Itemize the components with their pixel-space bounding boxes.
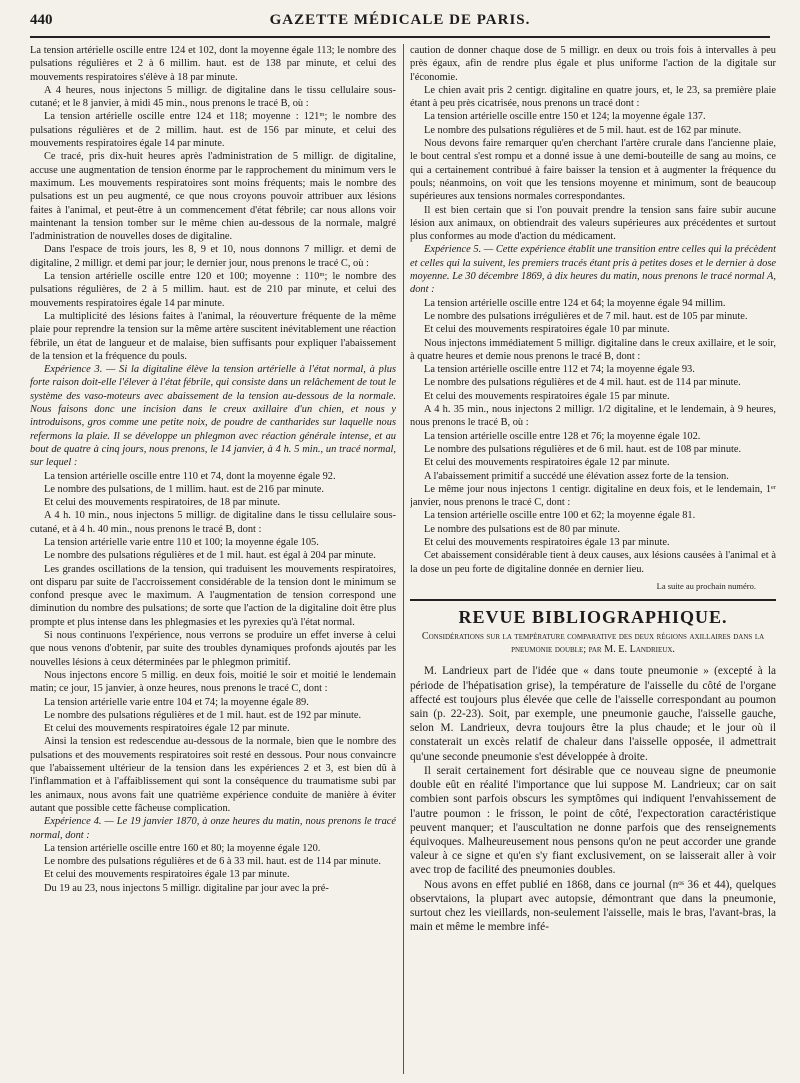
paragraph: La tension artérielle oscille entre 124 et 118; moyenne : 121ᵐ; le nombre des pulsations régulières et de 2 millim. haut. est de 156 par minute, et celui des mouvements respiratoires égale 14 par minute. — [30, 111, 396, 150]
paragraph: Le nombre des pulsations régulières et de 4 mil. haut. est de 114 par minute. — [424, 377, 741, 389]
paragraph: La tension artérielle oscille entre 112 et 74; la moyenne égale 93. — [424, 364, 695, 376]
review-paragraph: Nous avons en effet publié en 1868, dans ce journal (nᵒˢ 36 et 44), quelques observtaions, la plupart avec autopsie, démontrant que dans la pneumonie, surtout chez les vieillards, non-seulement l'aisselle, mais le bras, l'avant-bras, la main et même le membre infé- — [410, 878, 776, 934]
experiment-paragraph: Expérience 3. — Si la digitaline élève la tension artérielle à l'état normal, à plus forte raison doit-elle l'élever à l'état fébrile, qui consiste dans un relâchement de tout le système des vaso-moteurs avec abaissement de la tension au-dessous de la normale. Nous faisons donc une incision dans le creux axillaire d'un chien, et nous y introduisons, gros comme une petite noix, de poudre de cantharides sur laquelle nous refermons la plaie. Il se développe un phlegmon avec réaction générale intense, et au bout de quatre à cinq jours, nous prenons, le 14 janvier, à 4 h. 5 min., un tracé normal, sur lequel : — [30, 364, 396, 469]
paragraph: Ainsi la tension est redescendue au-dessous de la normale, bien que le nombre des pulsations et des mouvements respiratoires soit resté en dessous. Pour nous convaincre que l'abaissement ultérieur de la tension dans les expériences 2 et 3, est bien dû à l'inflammation et à l'affaiblissement qui sont la conséquence du traumatisme subi par les animaux, nous avons fait une quatrième expérience conduite de manière à éviter autant que possible cette fâcheuse complication. — [30, 736, 396, 814]
paragraph: La tension artérielle oscille entre 160 et 80; la moyenne égale 120. — [44, 842, 321, 854]
paragraph: La tension artérielle oscille entre 100 et 62; la moyenne égale 81. — [424, 510, 696, 522]
paragraph: Dans l'espace de trois jours, les 8, 9 et 10, nous donnons 7 milligr. et demi de digitaline, 2 milligr. et demi par jour; le dernier jour, nous prenons le tracé C, où : — [30, 244, 396, 269]
paragraph: caution de donner chaque dose de 5 milligr. en deux ou trois fois à intervalles à peu près égaux, afin de rendre plus égale et plus uniforme l'action de la digitale sur l'économie. — [410, 45, 776, 83]
paragraph: Nous injectons immédiatement 5 milligr. digitaline dans le creux axillaire, et le soir, à quatre heures et demie nous prenons le tracé B, dont : — [410, 337, 776, 362]
paragraph: A 4 h. 10 min., nous injectons 5 milligr. de digitaline dans le tissu cellulaire sous-cutané, et à 4 h. 40 min., nous prenons le tracé B, dont : — [30, 510, 396, 535]
paragraph: Les grandes oscillations de la tension, qui traduisent les mouvements respiratoires, ont disparu par suite de l'accroissement considérable de la tension dont le minimum se confond presque avec le maximum. A l'augmentation de tension correspond une diminution du nombre des pulsations; de sorte que l'action de la digitaline doit être plus prompte et plus intense dans les phlegmasies et les pyrexies qu'à l'état normal. — [30, 563, 396, 628]
section-title: REVUE BIBLIOGRAPHIQUE. — [458, 607, 728, 628]
paragraph: Le chien avait pris 2 centigr. digitaline en quatre jours, et, le 23, sa première plaie étant à peu près cicatrisée, nous prenons un tracé dont : — [410, 84, 776, 110]
paragraph: Le nombre des pulsations, de 1 millim. haut. est de 216 par minute. — [44, 483, 324, 495]
paragraph: Et celui des mouvements respiratoires, de 18 par minute. — [44, 497, 281, 509]
left-column — [30, 44, 396, 1074]
paragraph: Nous devons faire remarquer qu'en cherchant l'artère crurale dans l'ancienne plaie, le bout central s'est rompu et a donné issue à une demi-bouteille de sang au moins, ce qui a certainement contribué à faire baisser la tension et à augmenter la fréquence du pouls; néanmoins, on voit que les tensions moyenne et minimum, sont de beaucoup supérieures aux tensions normales correspondantes. — [410, 138, 776, 203]
paragraph: La tension artérielle varie entre 104 et 74; la moyenne égale 89. — [44, 696, 309, 708]
experiment-paragraph: Expérience 4. — Le 19 janvier 1870, à onze heures du matin, nous prenons le tracé normal, dont : — [30, 816, 396, 841]
paragraph: Et celui des mouvements respiratoires égale 15 par minute. — [424, 390, 670, 402]
paragraph: A 4 h. 35 min., nous injectons 2 milligr. 1/2 digitaline, et le lendemain, à 9 heures, nous prenons le tracé B, où : — [410, 404, 776, 429]
running-title: GAZETTE MÉDICALE DE PARIS. — [269, 12, 531, 28]
paragraph: La tension artérielle oscille entre 110 et 74, dont la moyenne égale 92. — [44, 470, 336, 482]
paragraph: La tension artérielle varie entre 110 et 100; la moyenne égale 105. — [44, 536, 319, 548]
paragraph: A 4 heures, nous injectons 5 milligr. de digitaline dans le tissu cellulaire sous-cutané; et le 8 janvier, à midi 45 min., nous prenons le tracé B, où : — [30, 84, 396, 110]
paragraph: Le même jour nous injectons 1 centigr. digitaline en deux fois, et le lendemain, 1ᵉʳ janvier, nous prenons le tracé C, dont : — [410, 483, 776, 509]
paragraph: Le nombre des pulsations régulières et de 5 mil. haut. est de 162 par minute. — [424, 124, 742, 136]
right-column — [410, 44, 776, 1074]
review-paragraph: Il serait certainement fort désirable que ce nouveau signe de pneumonie double eût en réalité l'importance que lui suppose M. Landrieux; car on sait combien sont parfois obscurs les symptômes qui indiquent l'envahissement de l'autre poumon : le frisson, le point de côté, l'expectoration caractéristique peuvent manquer; et l'auscultation ne donne parfois que des renseignements équivoques. Malheureusement nous pensons qu'on ne peut accorder une grande valeur à ce signe et qu'en s'y fiant exclusivement, on se laisserait aller à voir avec trop de facilité des pneumonies doubles. — [410, 764, 776, 877]
paragraph: Le nombre des pulsations régulières et de 6 à 33 mil. haut. est de 114 par minute. — [44, 856, 381, 868]
column-divider — [403, 44, 404, 1074]
paragraph: Le nombre des pulsations irrégulières et de 7 mil. haut. est de 105 par minute. — [424, 310, 748, 322]
paragraph: Et celui des mouvements respiratoires égale 12 par minute. — [424, 457, 670, 469]
paragraph: Cet abaissement considérable tient à deux causes, aux lésions causées à l'animal et à la dose un peu forte de digitaline donnée en dernier lieu. — [410, 550, 776, 575]
paragraph: La tension artérielle oscille entre 120 et 100; moyenne : 110ᵐ; le nombre des pulsations régulières, de 2 à 5 millim. haut. est de 210 par minute, et celui des mouvements respiratoires égale 14 par minute. — [30, 271, 396, 309]
paragraph: Et celui des mouvements respiratoires égale 10 par minute. — [424, 324, 670, 336]
experiment-paragraph: Expérience 5. — Cette expérience établit une transition entre celles qui la précèdent et celles qui la suivent, les premiers tracés étant pris à petites doses et le dernier à dose moyenne. Le 30 décembre 1869, à dix heures du matin, nous prenons le tracé normal A, dont : — [410, 244, 776, 296]
paragraph: La tension artérielle oscille entre 150 et 124; la moyenne égale 137. — [424, 111, 706, 123]
paragraph: Ce tracé, pris dix-huit heures après l'administration de 5 milligr. de digitaline, accuse une augmentation de tension énorme par le rapprochement du minimum vers le maximum. Les mouvements respiratoires sont moins fréquents; mais le nombre des pulsations est un peu augmenté, ce que nous croyons pouvoir attribuer aux lésions faites à l'animal, et peut-être à un commencement d'état fébrile; car nous allons voir maintenant la tension tomber sur le même chien au-dessous de la normale, malgré l'administration de nouvelles doses de digitaline. — [30, 151, 396, 243]
paragraph: Du 19 au 23, nous injectons 5 milligr. digitaline par jour avec la pré- — [44, 882, 329, 894]
paragraph: Et celui des mouvements respiratoires égale 13 par minute. — [44, 869, 290, 881]
paragraph: Nous injectons encore 5 millig. en deux fois, moitié le soir et moitié le lendemain matin; ce jour, 15 janvier, à onze heures, nous prenons le tracé C, dont : — [30, 669, 396, 695]
review-paragraph: M. Landrieux part de l'idée que « dans toute pneumonie » (excepté à la période de l'hépatisation grise), la température de l'aisselle du côté de l'organe affecté est toujours plus élevée que celle de l'aisselle correspondant au poumon sain (p. 22-23). Soit, par exemple, une pneumonie gauche, l'aisselle gauche, selon M. Landrieux, devra toujours être la plus chaude; et le jour où il constaterait un excès relatif de chaleur dans l'aisselle opposée, il admettrait qu'une seconde pneumonie s'est développée à droite. — [410, 665, 776, 763]
paragraph: Il est bien certain que si l'on pouvait prendre la tension sans faire subir aucune lésion aux animaux, on obtiendrait des valeurs supérieures aux précédentes et surtout plus conformes au mode d'action du médicament. — [410, 204, 776, 243]
paragraph: Le nombre des pulsations régulières et de 6 mil. haut. est de 108 par minute. — [424, 443, 742, 455]
page-header — [30, 12, 770, 38]
paragraph: Si nous continuons l'expérience, nous verrons se produire un effet inverse à celui que nous venons d'obtenir, par suite des troubles dynamiques profonds ajoutés par les nouvelles lésions à ceux déterminées par le phlegmon primitif. — [30, 630, 396, 668]
paragraph: La tension artérielle oscille entre 128 et 76; la moyenne égale 102. — [424, 430, 701, 442]
section-rule — [410, 599, 776, 601]
article-heading: Considérations sur la température comparative des deux régions axillaires dans la pneumonie double; par M. E. Landrieux. — [421, 631, 765, 656]
paragraph: Et celui des mouvements respiratoires égale 13 par minute. — [424, 536, 670, 548]
paragraph: Le nombre des pulsations régulières et de 1 mil. haut. est de 192 par minute. — [44, 709, 362, 721]
continued-note: La suite au prochain numéro. — [656, 580, 756, 591]
paragraph: A l'abaissement primitif a succédé une élévation assez forte de la tension. — [424, 470, 729, 482]
paragraph: Le nombre des pulsations est de 80 par minute. — [424, 523, 620, 535]
paragraph: La multiplicité des lésions faites à l'animal, la réouverture fréquente de la même plaie pour reprendre la tension sur la même artère suscitent inévitablement une réaction fébrile, un état de langueur et de malaise, bien suffisants pour expliquer l'abaissement de la tension et la fréquence du pouls. — [30, 310, 396, 362]
paragraph: La tension artérielle oscille entre 124 et 64; la moyenne égale 94 millim. — [424, 297, 726, 309]
paragraph: La tension artérielle oscille entre 124 et 102, dont la moyenne égale 113; le nombre des pulsations régulières et 2 à 6 millim. haut. est de 138 par minute, et celui des mouvements respiratoires s'élève à 18 par minute. — [30, 45, 396, 83]
page-number: 440 — [30, 12, 53, 28]
paragraph: Et celui des mouvements respiratoires égale 12 par minute. — [44, 723, 290, 735]
paragraph: Le nombre des pulsations régulières et de 1 mil. haut. est égal à 204 par minute. — [44, 550, 376, 562]
